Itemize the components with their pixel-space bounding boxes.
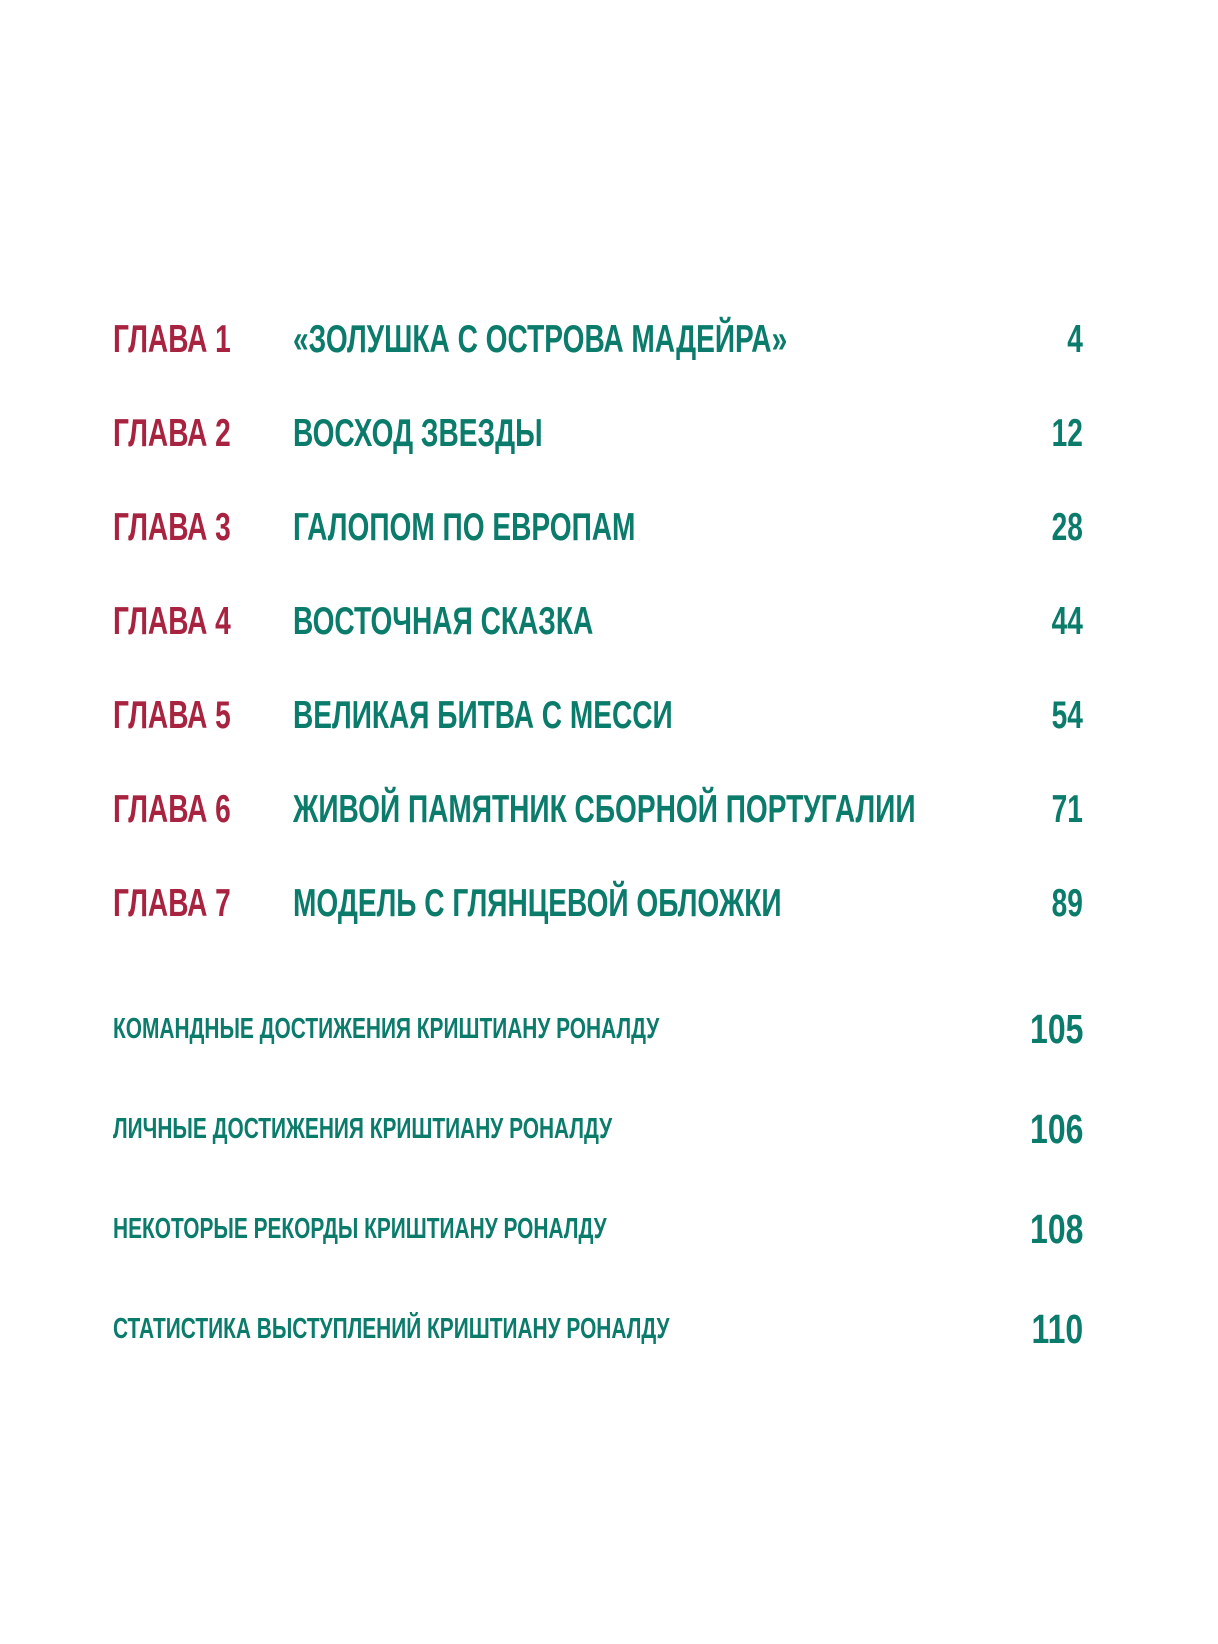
chapter-label: ГЛАВА 2 [113, 412, 231, 455]
chapter-title: ВОСТОЧНАЯ СКАЗКА [293, 600, 594, 643]
appendix-title: СТАТИСТИКА ВЫСТУПЛЕНИЙ КРИШТИАНУ РОНАЛДУ [113, 1313, 670, 1345]
chapter-title: МОДЕЛЬ С ГЛЯНЦЕВОЙ ОБЛОЖКИ [293, 882, 782, 925]
appendix-page-number: 106 [1029, 1106, 1083, 1152]
toc-appendix-row[interactable] [113, 999, 1083, 1059]
toc-chapter-row[interactable] [113, 404, 1083, 464]
toc-chapter-row[interactable] [113, 686, 1083, 746]
chapter-label: ГЛАВА 6 [113, 788, 231, 831]
appendix-page-number: 105 [1029, 1006, 1083, 1052]
toc-appendix-row[interactable] [113, 1099, 1083, 1159]
chapter-page-number: 54 [1051, 694, 1083, 737]
appendix-title: ЛИЧНЫЕ ДОСТИЖЕНИЯ КРИШТИАНУ РОНАЛДУ [113, 1113, 613, 1145]
toc-chapter-row[interactable] [113, 498, 1083, 558]
table-of-contents [113, 0, 1083, 1644]
chapter-title: ВЕЛИКАЯ БИТВА С МЕССИ [293, 694, 673, 737]
chapter-title: ГАЛОПОМ ПО ЕВРОПАМ [293, 506, 636, 549]
toc-chapter-row[interactable] [113, 780, 1083, 840]
chapter-label: ГЛАВА 4 [113, 600, 231, 643]
chapter-title: ЖИВОЙ ПАМЯТНИК СБОРНОЙ ПОРТУГАЛИИ [293, 788, 916, 831]
chapter-label: ГЛАВА 3 [113, 506, 231, 549]
toc-chapter-row[interactable] [113, 592, 1083, 652]
appendix-title: НЕКОТОРЫЕ РЕКОРДЫ КРИШТИАНУ РОНАЛДУ [113, 1213, 607, 1245]
chapter-page-number: 28 [1051, 506, 1083, 549]
chapter-page-number: 12 [1051, 412, 1083, 455]
chapter-label: ГЛАВА 7 [113, 882, 231, 925]
chapter-page-number: 89 [1051, 882, 1083, 925]
toc-chapter-row[interactable] [113, 874, 1083, 934]
chapter-label: ГЛАВА 1 [113, 318, 231, 361]
appendix-page-number: 110 [1031, 1306, 1083, 1352]
chapter-page-number: 44 [1051, 600, 1083, 643]
chapter-label: ГЛАВА 5 [113, 694, 231, 737]
toc-chapter-row[interactable] [113, 310, 1083, 370]
toc-appendix-row[interactable] [113, 1299, 1083, 1359]
appendix-title: КОМАНДНЫЕ ДОСТИЖЕНИЯ КРИШТИАНУ РОНАЛДУ [113, 1013, 660, 1045]
chapter-title: «ЗОЛУШКА С ОСТРОВА МАДЕЙРА» [293, 318, 788, 361]
appendix-page-number: 108 [1029, 1206, 1083, 1252]
chapter-page-number: 4 [1067, 318, 1083, 361]
chapter-title: ВОСХОД ЗВЕЗДЫ [293, 412, 543, 455]
chapter-page-number: 71 [1051, 788, 1083, 831]
toc-appendix-row[interactable] [113, 1199, 1083, 1259]
